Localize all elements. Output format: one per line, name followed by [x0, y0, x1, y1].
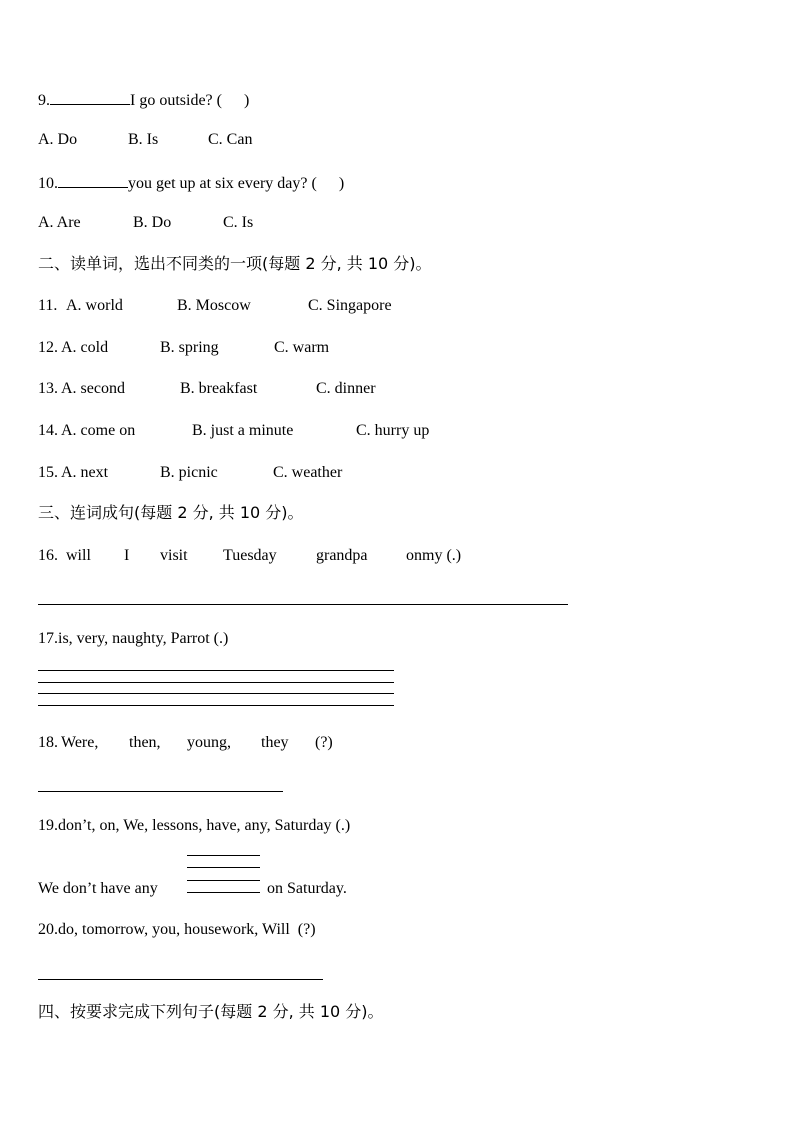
question-number: 17. — [38, 630, 58, 647]
word: they — [261, 734, 289, 751]
answer-line-16[interactable] — [38, 604, 568, 605]
sentence-19-suffix: on Saturday. — [267, 880, 347, 897]
question-18 — [38, 733, 333, 753]
word: grandpa — [316, 547, 368, 564]
answer-line-17[interactable] — [38, 670, 394, 671]
option-b: B. breakfast — [180, 380, 258, 397]
option-c: C. Is — [223, 214, 254, 231]
word: I — [124, 547, 130, 564]
word: (?) — [315, 734, 333, 751]
question-20 — [38, 920, 316, 940]
word: Were, — [61, 734, 99, 751]
answer-blank-19[interactable] — [187, 880, 260, 881]
answer-blank-19[interactable] — [187, 855, 260, 856]
word-list: is, very, naughty, Parrot (.) — [58, 630, 229, 647]
options-9 — [38, 130, 252, 150]
question-text: I go outside? ( — [130, 92, 222, 109]
option-a: A. Do — [38, 131, 78, 148]
answer-line-18[interactable] — [38, 791, 283, 792]
option-b: B. Do — [133, 214, 172, 231]
question-9 — [38, 88, 249, 111]
section-2-title: 二、读单词，选出不同类的一项(每题 2 分, 共 10 分)。 — [38, 254, 432, 273]
question-number: 14. — [38, 422, 58, 439]
option-a: A. world — [66, 297, 123, 314]
option-a: A. cold — [61, 339, 109, 356]
bracket-close: ) — [243, 92, 250, 109]
option-c: C. weather — [273, 464, 343, 481]
question-number: 15. — [38, 464, 58, 481]
option-b: B. Moscow — [177, 297, 251, 314]
word-list: don’t, on, We, lessons, have, any, Saturday (.) — [58, 817, 351, 834]
question-number: 20. — [38, 921, 58, 938]
answer-line-17[interactable] — [38, 693, 394, 694]
option-b: B. spring — [160, 339, 219, 356]
question-15 — [38, 463, 342, 483]
option-c: C. Can — [208, 131, 253, 148]
option-b: B. Is — [128, 131, 159, 148]
word: visit — [160, 547, 188, 564]
word: Tuesday — [223, 547, 277, 564]
option-c: C. dinner — [316, 380, 376, 397]
question-number: 13. — [38, 380, 58, 397]
question-14 — [38, 421, 429, 441]
answer-blank-19[interactable] — [187, 892, 260, 893]
question-number: 12. — [38, 339, 58, 356]
option-c: C. warm — [274, 339, 330, 356]
answer-blank[interactable] — [58, 171, 128, 188]
word: will — [66, 547, 91, 564]
question-text: you get up at six every day? ( — [128, 175, 317, 192]
question-number: 19. — [38, 817, 58, 834]
question-number: 11. — [38, 297, 58, 314]
question-number: 18. — [38, 734, 58, 751]
question-10 — [38, 171, 344, 194]
bracket-close: ) — [338, 175, 345, 192]
question-16 — [38, 546, 461, 566]
option-c: C. Singapore — [308, 297, 392, 314]
question-12 — [38, 338, 329, 358]
word: onmy (.) — [406, 547, 462, 564]
sentence-19-prefix: We don’t have any — [38, 880, 158, 897]
option-a: A. next — [61, 464, 109, 481]
section-3-title: 三、连词成句(每题 2 分, 共 10 分)。 — [38, 503, 304, 522]
question-19 — [38, 816, 350, 836]
word: then, — [129, 734, 161, 751]
option-a: A. Are — [38, 214, 81, 231]
word-list: do, tomorrow, you, housework, Will (?) — [58, 921, 316, 938]
question-number: 10. — [38, 175, 58, 192]
answer-line-17[interactable] — [38, 682, 394, 683]
options-10 — [38, 213, 253, 233]
option-c: C. hurry up — [356, 422, 430, 439]
question-11 — [38, 296, 392, 316]
answer-line-20[interactable] — [38, 979, 323, 980]
word: young, — [187, 734, 231, 751]
question-number: 16. — [38, 547, 58, 564]
option-b: B. picnic — [160, 464, 218, 481]
question-17 — [38, 629, 228, 649]
answer-line-17[interactable] — [38, 705, 394, 706]
answer-blank-19[interactable] — [187, 867, 260, 868]
answer-blank[interactable] — [50, 88, 130, 105]
section-4-title: 四、按要求完成下列句子(每题 2 分, 共 10 分)。 — [38, 1002, 384, 1021]
option-a: A. come on — [61, 422, 136, 439]
question-number: 9. — [38, 92, 50, 109]
option-b: B. just a minute — [192, 422, 294, 439]
question-13 — [38, 379, 376, 399]
option-a: A. second — [61, 380, 125, 397]
